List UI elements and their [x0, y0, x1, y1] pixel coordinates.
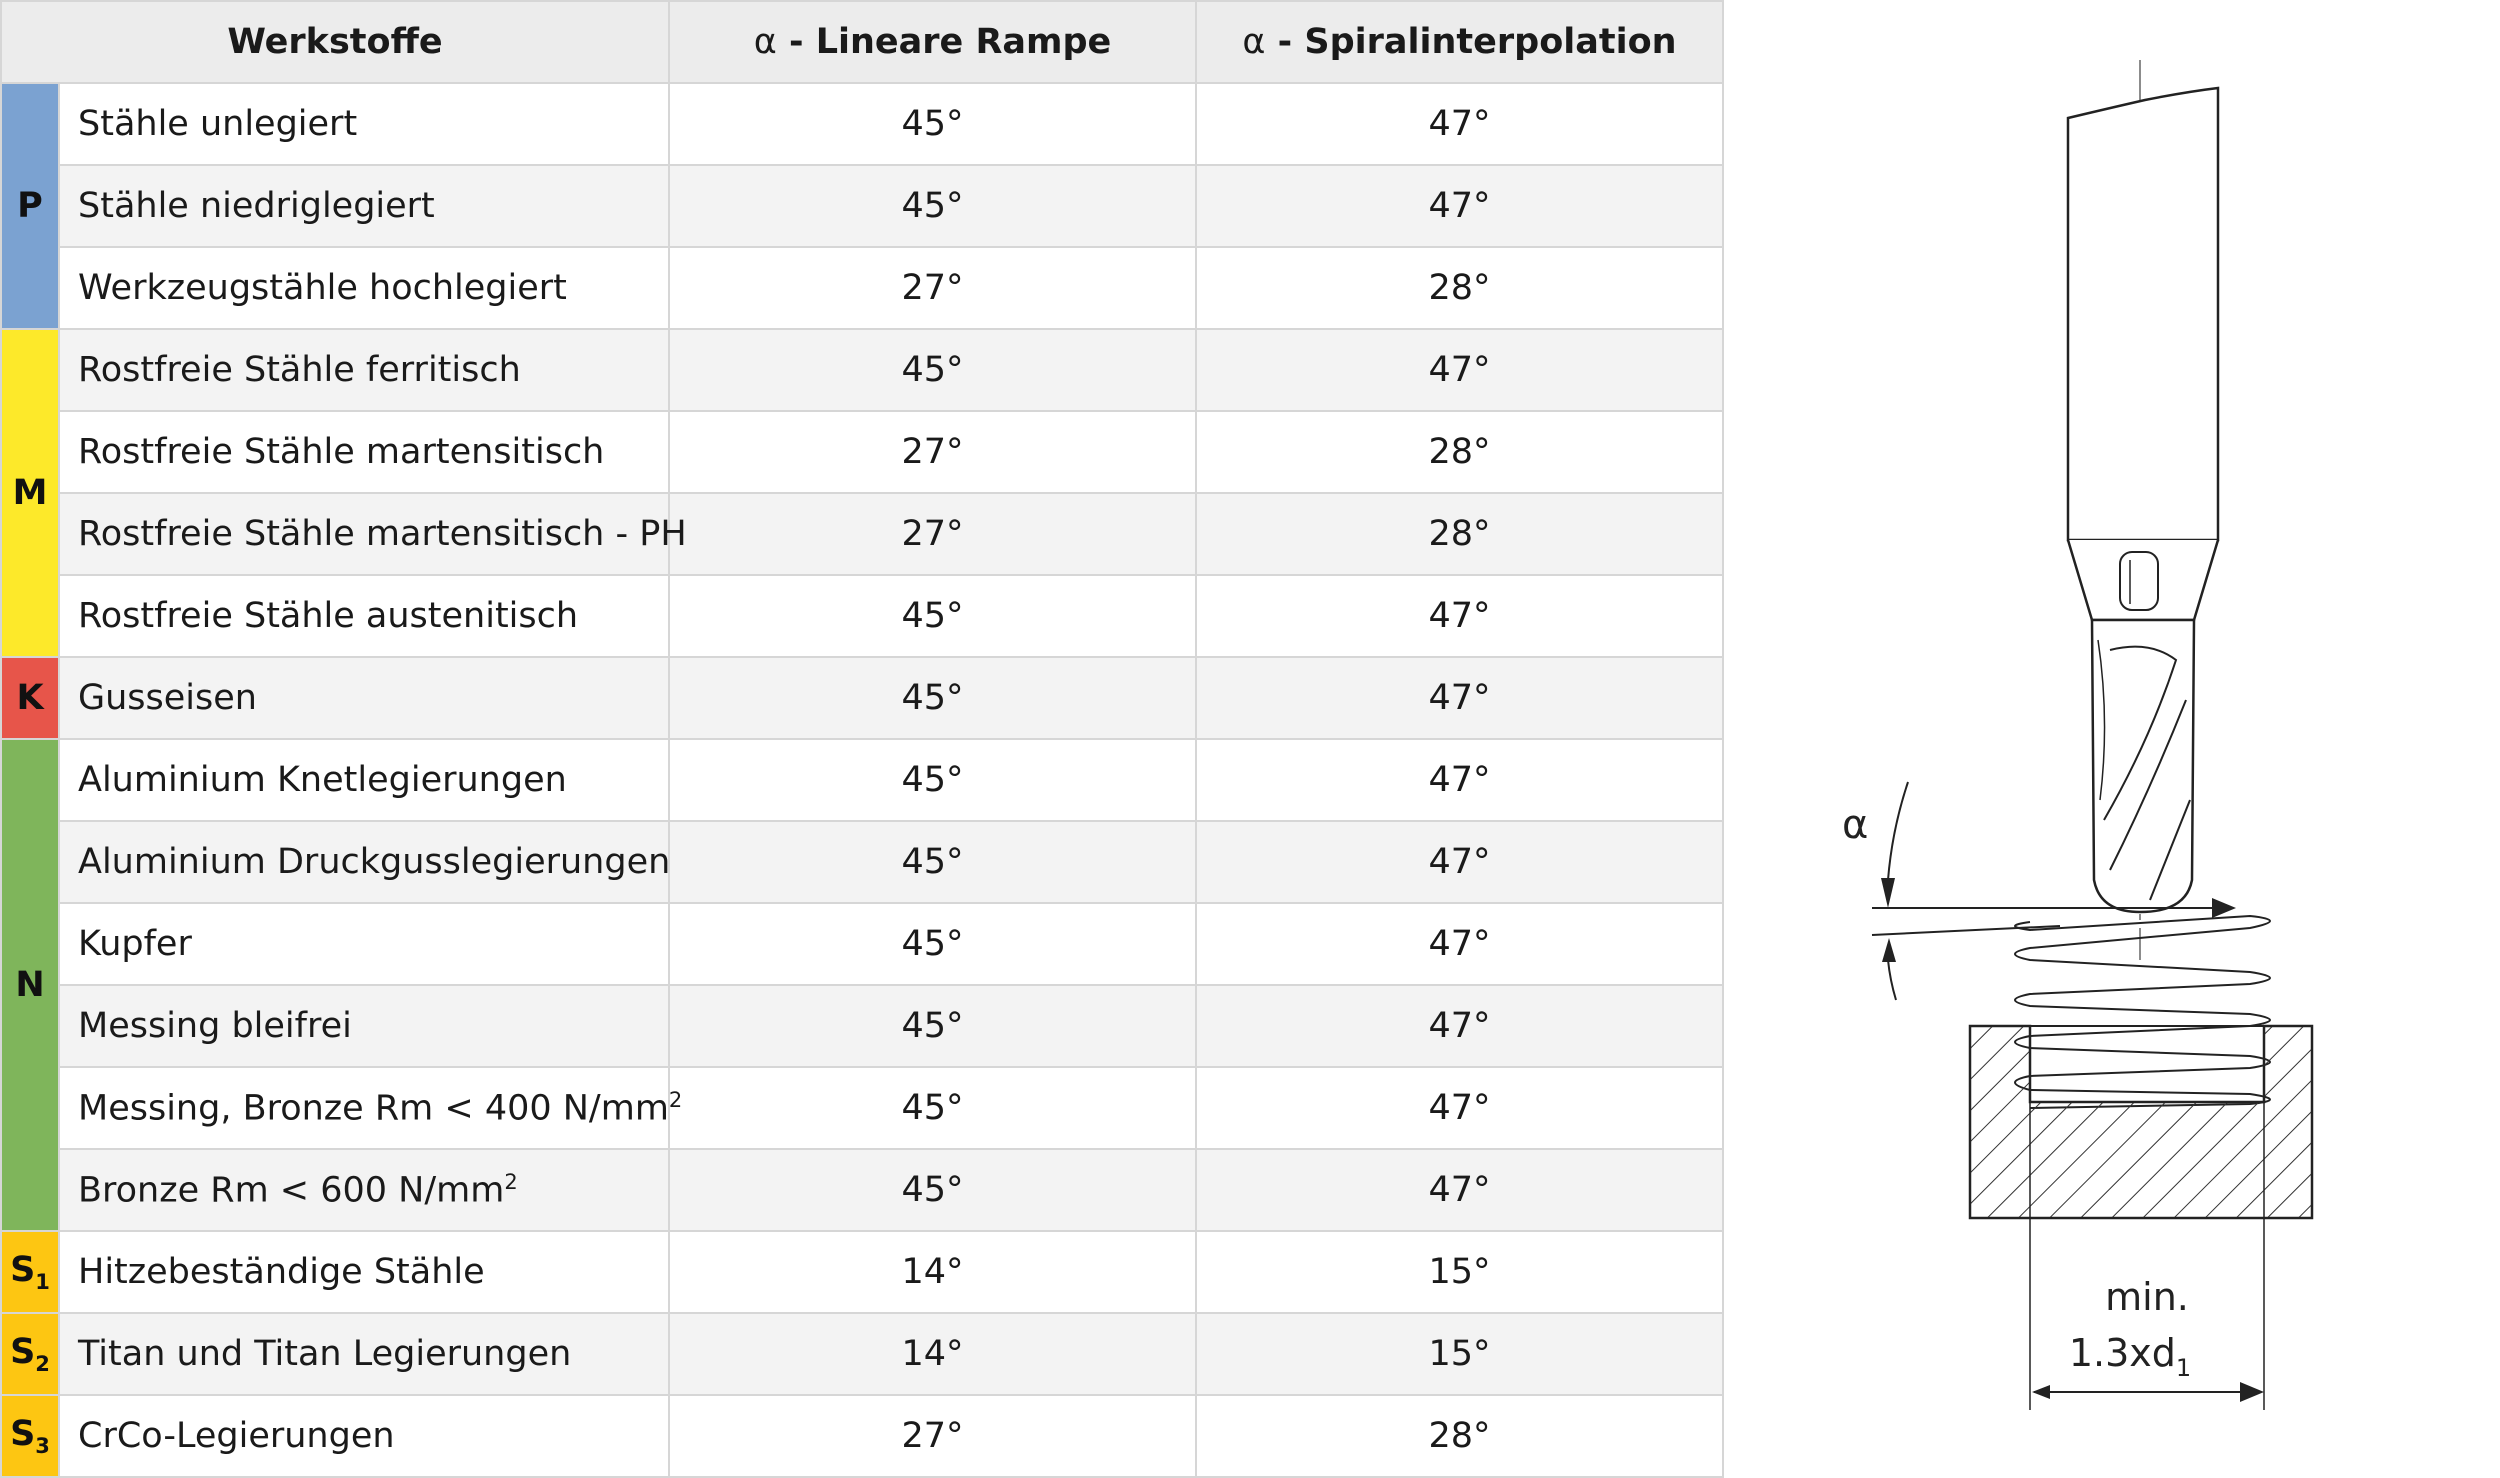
linear-ramp-angle: 45°: [669, 1067, 1196, 1149]
spiral-interpolation-angle: 47°: [1196, 739, 1723, 821]
material-name: Aluminium Druckgusslegierungen: [59, 821, 669, 903]
table-row: [1, 1067, 1723, 1149]
angle-label: α: [1842, 802, 1869, 848]
material-name: Rostfreie Stähle martensitisch: [59, 411, 669, 493]
material-group-k: K: [1, 657, 59, 739]
linear-ramp-angle: 45°: [669, 1149, 1196, 1231]
table-row: [1, 821, 1723, 903]
table-row: [1, 1395, 1723, 1477]
material-group-s1: $S_1$: [1, 1231, 59, 1313]
table-row: [1, 575, 1723, 657]
material-name: Hitzebeständige Stähle: [59, 1231, 669, 1313]
linear-ramp-angle: 45°: [669, 903, 1196, 985]
material-name: Rostfreie Stähle ferritisch: [59, 329, 669, 411]
linear-ramp-angle: 45°: [669, 329, 1196, 411]
table-header-row: [1, 1, 1723, 83]
material-name: Bronze Rm < 600 $N/mm^2$: [59, 1149, 669, 1231]
spiral-interpolation-angle: 47°: [1196, 1149, 1723, 1231]
dim-label-value: $1.3xd_1$: [2068, 1331, 2192, 1382]
spiral-interpolation-angle: 47°: [1196, 903, 1723, 985]
angle-arrow-bottom: [1882, 938, 1896, 962]
angle-arc-lower: [1888, 960, 1896, 1000]
material-name: Titan und Titan Legierungen: [59, 1313, 669, 1395]
end-mill-ramping-diagram: [1760, 0, 2500, 1469]
spiral-interpolation-angle: 15°: [1196, 1231, 1723, 1313]
tool-shank: [2068, 88, 2218, 540]
material-group-n: N: [1, 739, 59, 1231]
spiral-interpolation-angle: 28°: [1196, 411, 1723, 493]
linear-ramp-angle: 27°: [669, 411, 1196, 493]
spiral-interpolation-angle: 28°: [1196, 1395, 1723, 1477]
alpha-symbol: α: [753, 22, 777, 62]
spiral-interpolation-angle: 47°: [1196, 657, 1723, 739]
spiral-interpolation-angle: 47°: [1196, 821, 1723, 903]
material-group-s3: $S_3$: [1, 1395, 59, 1477]
header-spiral-interpolation: α - Spiralinterpolation: [1196, 1, 1723, 83]
material-name: Stähle niedriglegiert: [59, 165, 669, 247]
dim-arrow-left: [2032, 1385, 2050, 1399]
linear-ramp-angle: 45°: [669, 657, 1196, 739]
header-werkstoffe: Werkstoffe: [1, 1, 669, 83]
dim-label-min: min.: [2105, 1275, 2189, 1319]
table-row: [1, 985, 1723, 1067]
material-group-p: P: [1, 83, 59, 329]
material-name: Rostfreie Stähle martensitisch - PH: [59, 493, 669, 575]
material-group-s2: $S_2$: [1, 1313, 59, 1395]
header-linear-ramp: α - Lineare Rampe: [669, 1, 1196, 83]
material-name: Messing bleifrei: [59, 985, 669, 1067]
linear-ramp-angle: 45°: [669, 985, 1196, 1067]
linear-ramp-angle: 45°: [669, 575, 1196, 657]
material-name: Messing, Bronze Rm < 400 $N/mm^2$: [59, 1067, 669, 1149]
linear-ramp-angle: 45°: [669, 739, 1196, 821]
linear-ramp-angle: 27°: [669, 247, 1196, 329]
table-row: [1, 329, 1723, 411]
table-row: [1, 903, 1723, 985]
alpha-symbol: α: [1242, 22, 1266, 62]
table-row: [1, 657, 1723, 739]
material-name: Kupfer: [59, 903, 669, 985]
material-name: Rostfreie Stähle austenitisch: [59, 575, 669, 657]
spiral-interpolation-angle: 15°: [1196, 1313, 1723, 1395]
material-group-m: M: [1, 329, 59, 657]
coolant-slot: [2120, 552, 2158, 610]
angle-arrow-top: [1881, 878, 1895, 908]
material-name: Stähle unlegiert: [59, 83, 669, 165]
material-name: Aluminium Knetlegierungen: [59, 739, 669, 821]
material-name: CrCo-Legierungen: [59, 1395, 669, 1477]
table-row: [1, 1313, 1723, 1395]
material-name: Gusseisen: [59, 657, 669, 739]
spiral-interpolation-angle: 28°: [1196, 247, 1723, 329]
linear-ramp-angle: 14°: [669, 1313, 1196, 1395]
linear-ramp-angle: 27°: [669, 1395, 1196, 1477]
table-row: [1, 83, 1723, 165]
linear-ramp-angle: 45°: [669, 83, 1196, 165]
material-name: Werkzeugstähle hochlegiert: [59, 247, 669, 329]
linear-ramp-angle: 27°: [669, 493, 1196, 575]
table-row: [1, 247, 1723, 329]
table-row: [1, 411, 1723, 493]
workpiece-hatched: [1970, 1026, 2312, 1218]
linear-ramp-angle: 14°: [669, 1231, 1196, 1313]
tool-flute-body: [2092, 620, 2194, 912]
table-row: [1, 739, 1723, 821]
spiral-interpolation-angle: 47°: [1196, 83, 1723, 165]
spiral-interpolation-angle: 47°: [1196, 985, 1723, 1067]
table-row: [1, 165, 1723, 247]
linear-ramp-angle: 45°: [669, 165, 1196, 247]
spiral-interpolation-angle: 47°: [1196, 329, 1723, 411]
spiral-interpolation-angle: 47°: [1196, 575, 1723, 657]
spiral-interpolation-angle: 47°: [1196, 165, 1723, 247]
table-row: [1, 493, 1723, 575]
spiral-interpolation-angle: 28°: [1196, 493, 1723, 575]
helical-toolpath: [2015, 916, 2270, 1108]
angle-arc: [1888, 782, 1908, 880]
spiral-interpolation-angle: 47°: [1196, 1067, 1723, 1149]
linear-ramp-angle: 45°: [669, 821, 1196, 903]
table-row: [1, 1149, 1723, 1231]
table-row: [1, 1231, 1723, 1313]
